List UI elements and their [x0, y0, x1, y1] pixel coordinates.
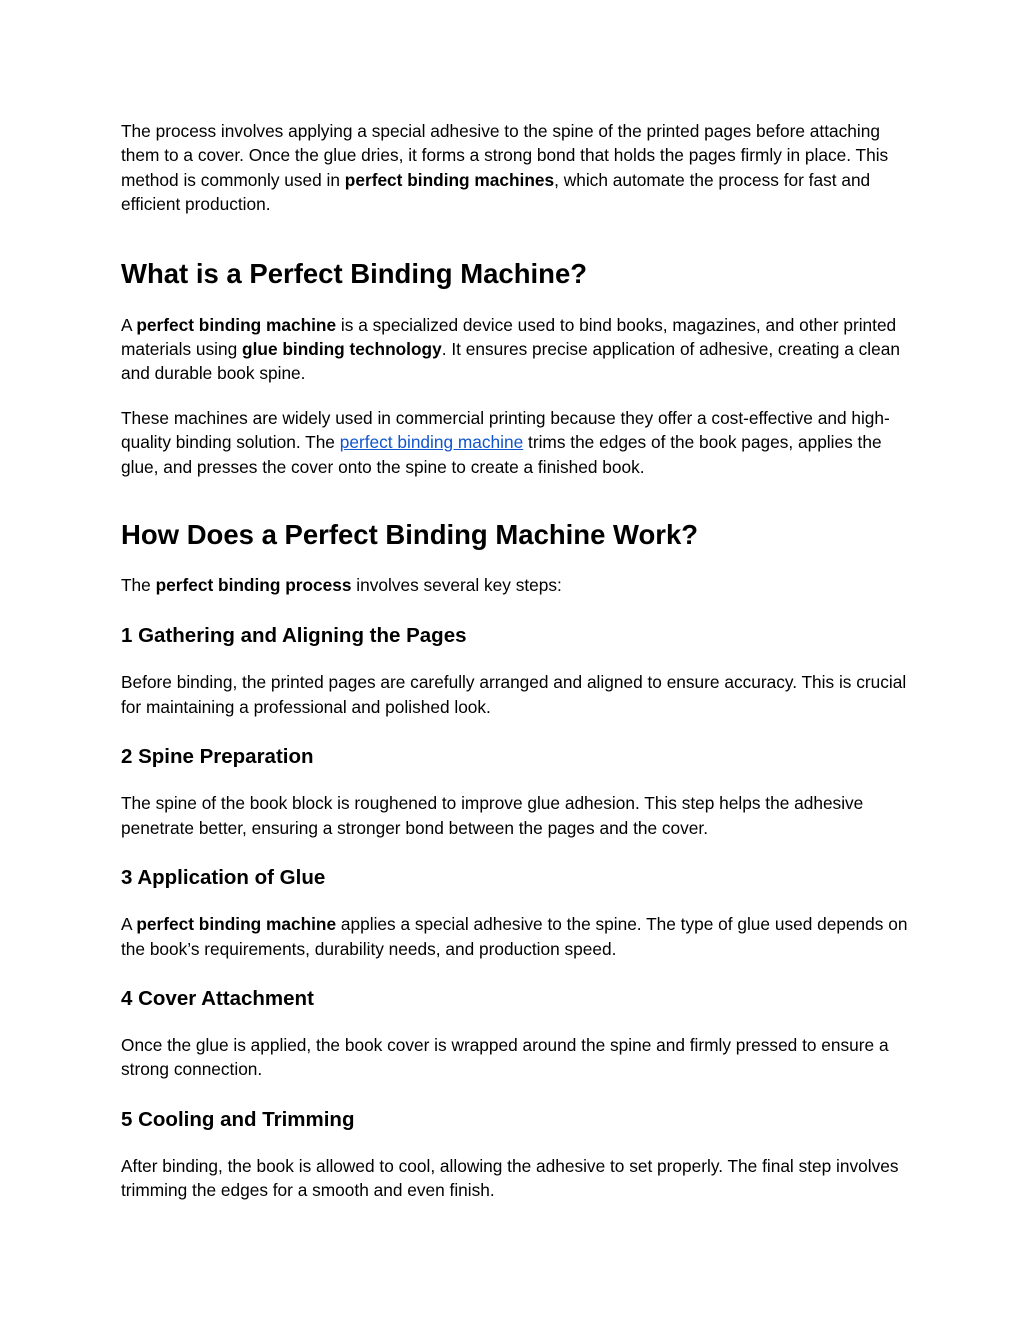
step-4-heading: 4 Cover Attachment — [121, 986, 314, 1010]
step-3-heading: 3 Application of Glue — [121, 866, 326, 890]
step-1-heading: 1 Gathering and Aligning the Pages — [121, 624, 467, 648]
bold-term: perfect binding machine — [136, 314, 337, 335]
text-span: The — [121, 575, 156, 596]
step-2-heading: 2 Spine Preparation — [121, 745, 314, 769]
intro-bold-term: perfect binding machines — [344, 169, 555, 190]
intro-text-end: , which automate the process for fast and efficient production. — [121, 169, 871, 215]
document-page — [121, 119, 911, 1203]
text-span: applies a special adhesive to the spine. The type of glue used depends on the book’s requirements, durability needs, and production speed. — [121, 914, 908, 959]
text-span: These machines are widely used in commercial printing because they offer a cost-effective and high-quality binding solution. The — [121, 407, 890, 453]
bold-term: perfect binding machine — [136, 914, 337, 935]
heading-how-it-works: How Does a Perfect Binding Machine Work? — [121, 519, 699, 551]
step-5-heading: 5 Cooling and Trimming — [121, 1107, 355, 1131]
bold-term: glue binding technology — [242, 339, 442, 360]
text-span: is a specialized device used to bind books, magazines, and other printed materials using — [121, 314, 897, 360]
step-3-text — [121, 912, 911, 961]
section1-paragraph-1 — [121, 313, 911, 386]
perfect-binding-machine-link[interactable]: perfect binding machine — [339, 432, 524, 453]
step-4-text: Once the glue is applied, the book cover is wrapped around the spine and firmly pressed to ensure a strong connection. — [121, 1034, 889, 1080]
heading-what-is: What is a Perfect Binding Machine? — [121, 257, 588, 289]
text-span: A — [121, 314, 137, 335]
text-span: A — [121, 914, 137, 935]
text-span: involves several key steps: — [351, 575, 562, 596]
section2-intro — [121, 573, 911, 597]
step-2-text: The spine of the book block is roughened to improve glue adhesion. This step helps the adhesive penetrate better, ensuring a stronger bond between the pages and the cover. — [121, 793, 864, 838]
bold-term: perfect binding process — [155, 575, 352, 596]
intro-paragraph — [121, 119, 911, 217]
text-span: trims the edges of the book pages, applies the glue, and presses the cover onto the spine to create a finished book. — [121, 432, 882, 477]
step-1-text: Before binding, the printed pages are carefully arranged and aligned to ensure accuracy. This is crucial for maintaining a professional and polished look. — [121, 672, 907, 717]
intro-text: The process involves applying a special adhesive to the spine of the printed pages before attaching them to a cover. Once the glue dries, it forms a strong bond that holds the pages firmly in place. This method is commonly used in — [121, 121, 889, 190]
step-5-text: After binding, the book is allowed to cool, allowing the adhesive to set properly. The final step involves trimming the edges for a smooth and even finish. — [121, 1155, 899, 1201]
section1-paragraph-2 — [121, 406, 911, 479]
text-span: . It ensures precise application of adhesive, creating a clean and durable book spine. — [121, 339, 900, 384]
